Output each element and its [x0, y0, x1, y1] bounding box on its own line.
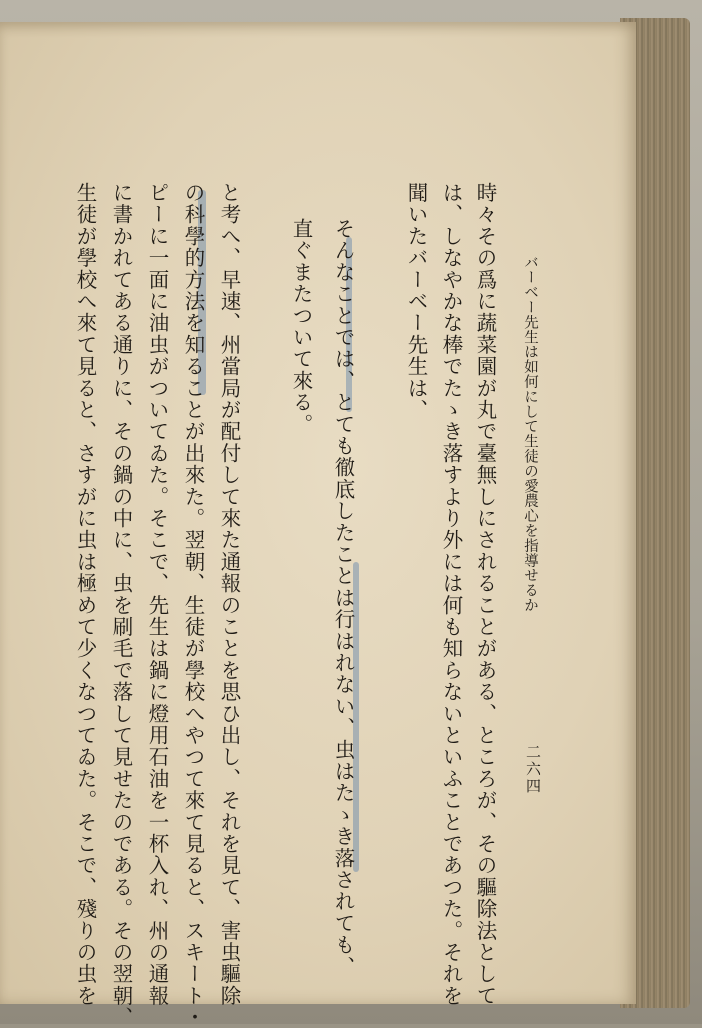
text-column: 聞いたバーベー先生は、 — [404, 182, 428, 421]
text-column: に書かれてある通りに、その鍋の中に、虫を刷毛で落して見せたのである。その翌朝、 — [109, 182, 133, 1028]
text-column: と考へ、早速、州當局が配付して來た通報のことを思ひ出し、それを見て、害虫驅除 — [217, 182, 241, 1007]
text-column: ピーに一面に油虫がついてゐた。そこで、先生は鍋に燈用石油を一杯入れ、州の通報 — [145, 182, 169, 1007]
text-column: 生徒が學校へ來て見ると、さすがに虫は極めて少くなつてゐた。そこで、殘りの虫を — [73, 182, 97, 1007]
running-head: バーベー先生は如何にして生徒の愛農心を指導せるか — [522, 255, 538, 613]
text-column: 時々その爲に蔬菜園が丸で臺無しにされることがある、ところが、その驅除法として — [473, 182, 497, 1007]
text-column: 直ぐまたついて來る。 — [289, 218, 313, 435]
text-column: は、しなやかな棒でたゝき落すより外には何も知らないといふことであつた。それを — [439, 182, 463, 1007]
text-column: そんなことでは、とても徹底したことは行はれない、虫はたゝき落されても、 — [331, 218, 355, 978]
book-page — [0, 22, 636, 1028]
text-column: の科學的方法を知ることが出來た。翌朝、生徒が學校へやつて來て見ると、スキート・ — [181, 182, 205, 1028]
page-number: 二六四 — [524, 744, 542, 795]
